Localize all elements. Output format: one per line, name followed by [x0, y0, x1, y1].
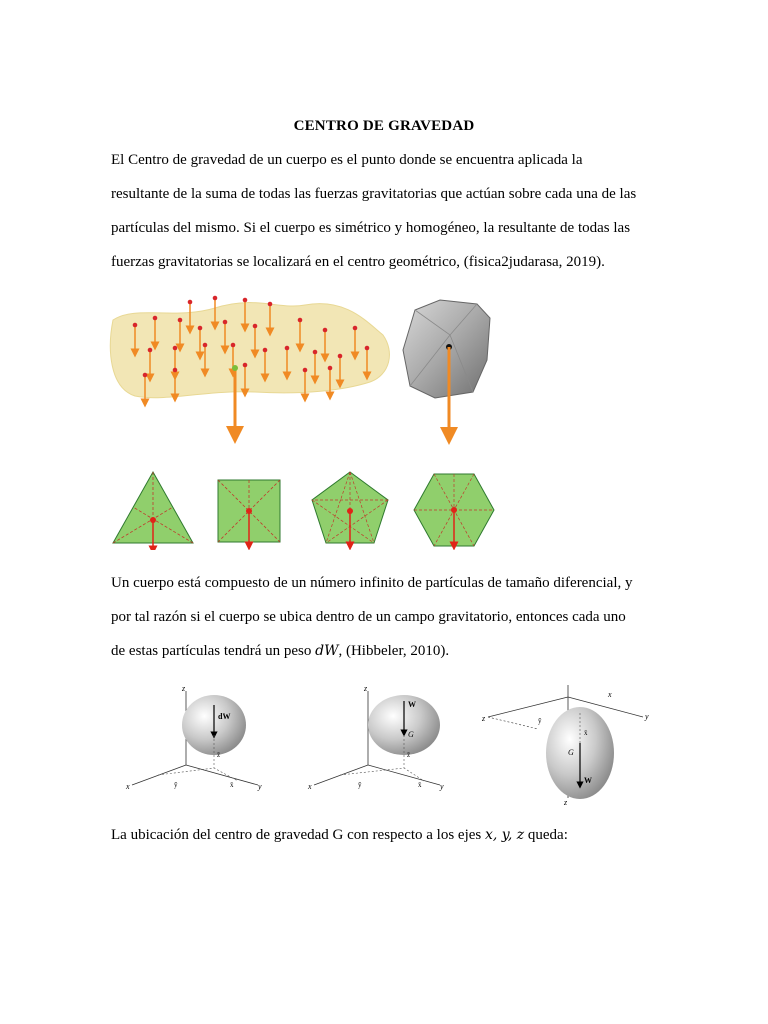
paragraph-line: resultante de la suma de todas las fuerzas gravitatorias que actúan sobre cada una de las: [111, 186, 637, 202]
particle-dot: [198, 326, 203, 331]
math-axes: x, y, z: [485, 827, 525, 843]
text-segment: , (Hibbeler, 2010).: [338, 643, 450, 659]
svg-text:dW: dW: [218, 712, 231, 721]
gravity-view-2: [307, 684, 444, 791]
paragraph-line: fuerzas gravitatorias se localizará en el centro geométrico, (fisica2judarasa, 2019).: [111, 254, 605, 270]
text-segment: de estas partículas tendrá un peso: [111, 643, 316, 659]
svg-text:ȳ: ȳ: [358, 781, 362, 789]
pentagon-shape: [312, 472, 388, 546]
svg-text:x̄: x̄: [418, 781, 422, 789]
particle-dot: [223, 320, 228, 325]
particle-dot: [268, 302, 273, 307]
page-title: CENTRO DE GRAVEDAD: [293, 118, 475, 134]
paragraph-line: [111, 634, 671, 668]
particle-dot: [143, 373, 148, 378]
svg-text:y: y: [440, 782, 444, 791]
svg-text:z̄: z̄: [217, 751, 221, 759]
gravity-view-3: [481, 685, 649, 807]
square-shape: [218, 480, 280, 546]
particle-dot: [303, 368, 308, 373]
particle-dot: [323, 328, 328, 333]
svg-text:y: y: [645, 712, 649, 721]
particle-dot: [338, 354, 343, 359]
particle-dot: [353, 326, 358, 331]
particle-dot: [153, 316, 158, 321]
svg-text:z: z: [482, 714, 486, 723]
svg-text:ȳ: ȳ: [174, 781, 178, 789]
svg-text:z: z: [182, 684, 186, 693]
particle-dot: [243, 363, 248, 368]
hexagon-shape: [414, 474, 494, 546]
svg-text:x̄: x̄: [584, 729, 588, 737]
svg-text:x: x: [608, 690, 612, 699]
svg-text:ȳ: ȳ: [538, 717, 542, 725]
svg-text:G: G: [408, 730, 414, 739]
particle-dot: [173, 346, 178, 351]
svg-text:W: W: [584, 776, 592, 785]
paragraph-line: Un cuerpo está compuesto de un número infinito de partículas de tamaño diferencial, y: [111, 575, 633, 591]
svg-text:x: x: [308, 782, 312, 791]
particle-dot: [328, 366, 333, 371]
rock-shape: [403, 300, 490, 398]
svg-text:x̄: x̄: [230, 781, 234, 789]
particle-dot: [285, 346, 290, 351]
gravity-view-1: [125, 684, 262, 791]
particle-dot: [173, 368, 178, 373]
paragraph-intro: [111, 143, 671, 279]
svg-text:z̄: z̄: [407, 751, 411, 759]
particle-dot: [203, 343, 208, 348]
svg-text:z: z: [564, 798, 568, 807]
particle-dot: [298, 318, 303, 323]
svg-text:x: x: [126, 782, 130, 791]
particle-dot: [133, 323, 138, 328]
paragraph-particles: [111, 566, 671, 668]
svg-text:G: G: [568, 748, 574, 757]
math-dw: dW: [315, 643, 339, 659]
particle-dot: [213, 296, 218, 301]
particle-dot: [148, 348, 153, 353]
svg-text:y: y: [258, 782, 262, 791]
paragraph-line: por tal razón si el cuerpo se ubica dentro de un campo gravitatorio, entonces cada uno: [111, 609, 626, 625]
particle-dot: [243, 298, 248, 303]
particle-dot: [313, 350, 318, 355]
paragraph-location: [111, 818, 671, 852]
particle-dot: [231, 343, 236, 348]
gravity-resultant-figure: [105, 290, 500, 550]
paragraph-line: [111, 818, 671, 852]
paragraph-line: partículas del mismo. Si el cuerpo es simétrico y homogéneo, la resultante de todas las: [111, 220, 631, 236]
center-of-gravity-3d-figure: [118, 683, 663, 808]
text-segment: queda:: [524, 827, 568, 843]
svg-text:z: z: [364, 684, 368, 693]
paragraph-line: El Centro de gravedad de un cuerpo es el punto donde se encuentra aplicada la: [111, 152, 583, 168]
particle-dot: [188, 300, 193, 305]
triangle-shape: [113, 472, 193, 550]
svg-text:W: W: [408, 700, 416, 709]
particle-dot: [178, 318, 183, 323]
text-segment: La ubicación del centro de gravedad G con respecto a los ejes: [111, 827, 486, 843]
particle-dot: [365, 346, 370, 351]
particle-dot: [253, 324, 258, 329]
particle-dot: [263, 348, 268, 353]
